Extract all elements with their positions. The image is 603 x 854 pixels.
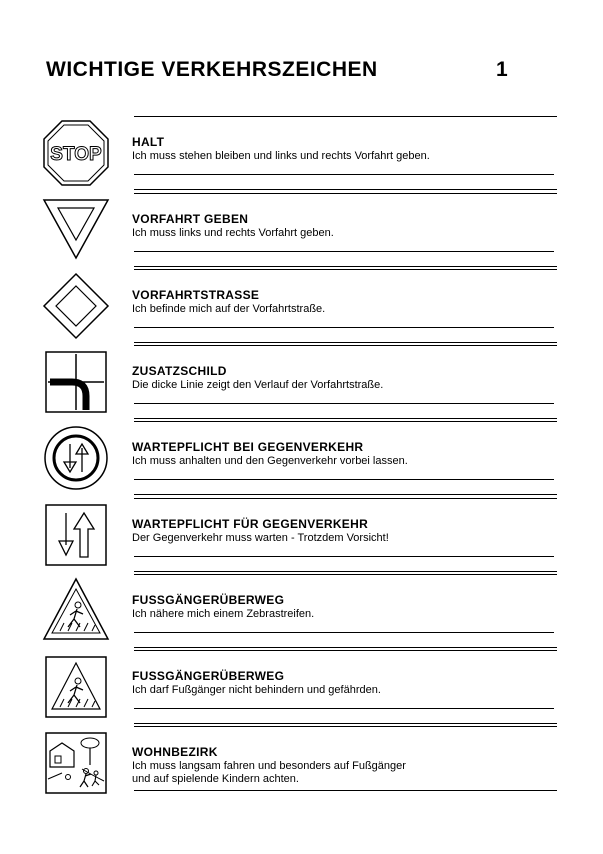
yield-oncoming-sign-icon [42,424,110,492]
sign-description-line-2: und auf spielende Kindern achten. [132,773,299,785]
sign-row-vorfahrtstrasse [0,269,603,347]
sign-heading: ZUSATZSCHILD [132,364,227,378]
pedestrian-crossing-warning-icon [42,577,110,645]
divider-line [134,650,557,651]
priority-oncoming-sign-icon [42,501,110,569]
divider-line [134,723,557,724]
sign-row-vorfahrt-geben [0,193,603,271]
supplementary-sign-icon [42,348,110,416]
divider-line [134,345,557,346]
divider-line [134,193,557,194]
sign-heading: FUSSGÄNGERÜBERWEG [132,669,285,683]
sign-heading: WARTEPFLICHT FÜR GEGENVERKEHR [132,517,369,531]
divider-line [134,726,557,727]
priority-road-sign-icon [42,272,110,340]
sign-row-fussgaengerueberweg [0,650,603,728]
sign-description: Die dicke Linie zeigt den Verlauf der Vorfahrtstraße. [132,379,384,391]
divider-line [134,571,557,572]
divider-line [134,647,557,648]
writing-line [134,708,554,709]
sign-heading: VORFAHRT GEBEN [132,212,249,226]
sign-row-zusatzschild [0,345,603,423]
yield-sign-icon [42,196,110,264]
sign-heading: HALT [132,135,165,149]
sign-description: Der Gegenverkehr muss warten - Trotzdem Vorsicht! [132,532,389,544]
sign-row-wartepflicht-fuer [0,498,603,576]
sign-heading: VORFAHRTSTRASSE [132,288,260,302]
sign-description [132,760,406,786]
sign-heading: FUSSGÄNGERÜBERWEG [132,593,285,607]
sign-description: Ich nähere mich einem Zebrastreifen. [132,608,315,620]
sign-description: Ich befinde mich auf der Vorfahrtstraße. [132,303,326,315]
page-number: 1 [496,58,508,81]
pedestrian-crossing-sign-icon [42,653,110,721]
divider-line [134,790,557,791]
writing-line [134,327,554,328]
stop-sign-text: STOP [50,144,102,165]
sign-description: Ich muss anhalten und den Gegenverkehr vorbei lassen. [132,455,408,467]
stop-sign-icon [42,119,110,187]
writing-line [134,403,554,404]
sign-description: Ich muss links und rechts Vorfahrt geben. [132,227,334,239]
divider-line [134,266,557,267]
divider-line [134,421,557,422]
page-title: WICHTIGE VERKEHRSZEICHEN [46,58,378,81]
sign-row-halt [0,116,603,194]
sign-heading: WARTEPFLICHT BEI GEGENVERKEHR [132,440,364,454]
sign-row-wohnbezirk [0,726,603,804]
sign-row-fussgaengerueberweg-warning [0,574,603,652]
writing-line [134,479,554,480]
sign-description: Ich darf Fußgänger nicht behindern und gefährden. [132,684,381,696]
divider-line [134,574,557,575]
divider-line [134,116,557,117]
writing-line [134,174,554,175]
divider-line [134,494,557,495]
divider-line [134,418,557,419]
sign-description-line-1: Ich muss langsam fahren und besonders auf Fußgänger [132,760,406,772]
residential-zone-sign-icon [42,729,110,797]
sign-heading: WOHNBEZIRK [132,745,218,759]
divider-line [134,498,557,499]
divider-line [134,342,557,343]
writing-line [134,251,554,252]
divider-line [134,189,557,190]
sign-description: Ich muss stehen bleiben und links und rechts Vorfahrt geben. [132,150,430,162]
writing-line [134,556,554,557]
sign-row-wartepflicht-bei [0,421,603,499]
divider-line [134,269,557,270]
writing-line [134,632,554,633]
